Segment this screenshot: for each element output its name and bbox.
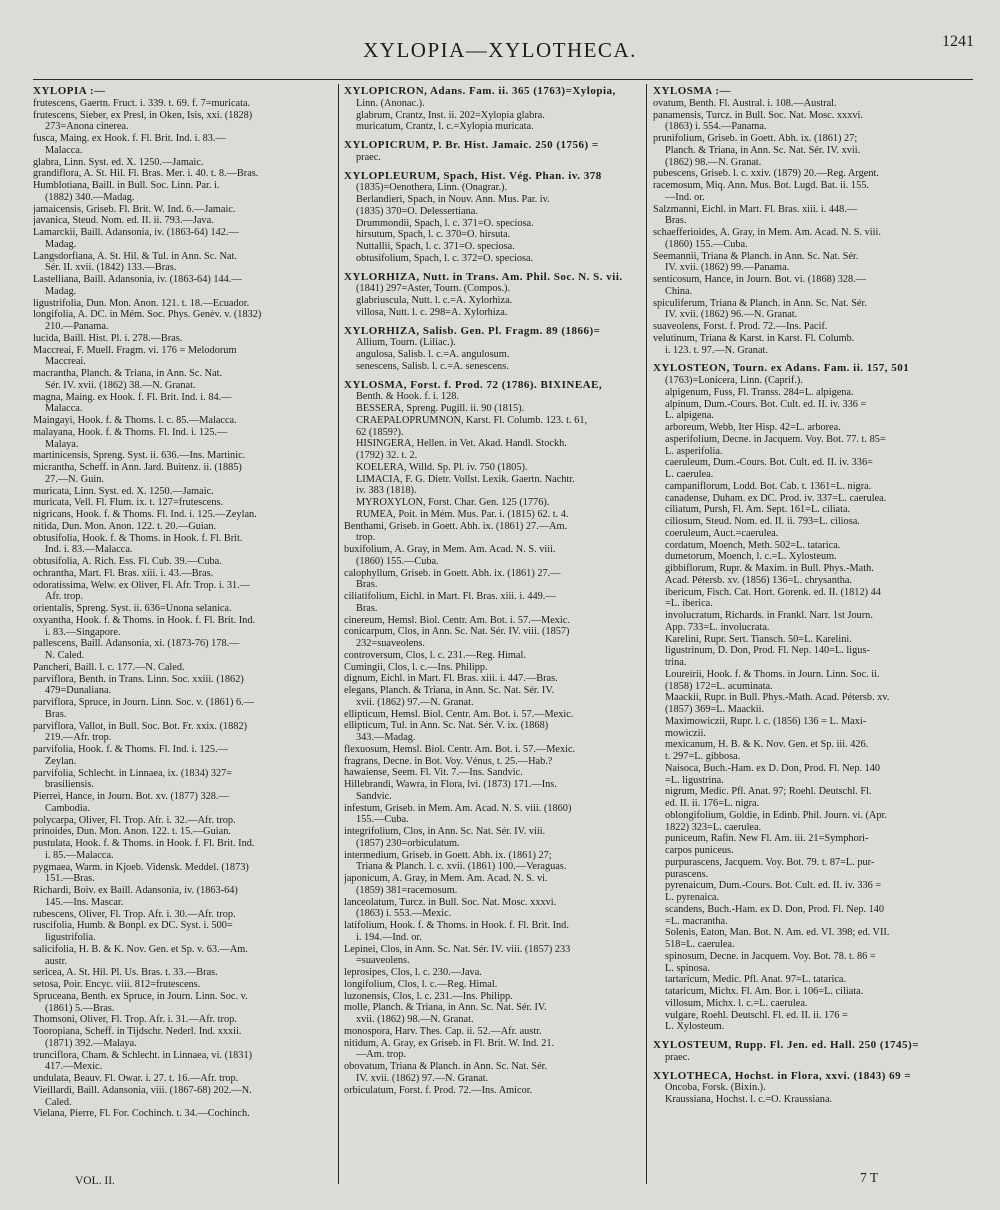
entry-line: flexuosum, Hemsl. Biol. Centr. Am. Bot. i. 57.—Mexic.: [344, 743, 576, 755]
entry-line: iv. 383 (1818).: [356, 485, 417, 497]
entry-line: intermedium, Griseb. in Goett. Abh. ix. (1861) 27;: [344, 849, 552, 861]
entry-line: sericea, A. St. Hil. Pl. Us. Bras. t. 33.—Bras.: [33, 967, 218, 979]
entry-line: micrantha, Scheff. in Ann. Jard. Buitenz. ii. (1885): [33, 462, 242, 473]
entry-line: (1863) i. 554.—Panama.: [665, 121, 767, 133]
entry-line: Drummondii, Spach, l. c. 371=O. speciosa.: [356, 217, 534, 229]
entry-line: Bras.: [356, 602, 378, 614]
entry-line: ed. II. ii. 176=L. nigra.: [665, 798, 760, 809]
entry-line: dumetorum, Moench, l. c.=L. Xylosteum.: [665, 551, 837, 563]
entry-line: Afr. trop.: [45, 591, 84, 603]
entry-line: xvii. (1862) 98.—N. Granat.: [356, 1014, 474, 1025]
entry-line: nitidum, A. Gray, ex Griseb. in Fl. Brit. W. Ind. 21.: [344, 1037, 555, 1049]
entry-line: Maingayi, Hook. f. & Thoms. l. c. 85.—Malacca.: [33, 415, 237, 426]
entry-line: =L. iberica.: [665, 598, 713, 610]
entry-line: gibbiflorum, Rupr. & Maxim. in Bull. Phys.-Math.: [665, 563, 874, 574]
entry-line: L. caerulea.: [665, 469, 714, 480]
entry-line: ellipticum, Tul. in Ann. Sc. Nat. Sér. V. ix. (1868): [344, 720, 549, 732]
header-rule: [33, 79, 973, 80]
entry-line: IV. xvii. (1862) 97.—N. Granat.: [356, 1072, 489, 1084]
entry-line: Madag.: [45, 238, 77, 250]
entry-line: suaveolens, Forst. f. Prod. 72.—Ins. Pacif.: [653, 321, 828, 332]
entry-line: MYROXYLON, Forst. Char. Gen. 125 (1776).: [356, 497, 550, 508]
entry-line: japonicum, A. Gray, in Mem. Am. Acad. N. S. vi.: [344, 873, 548, 884]
entry-line: =L. ligustrina.: [665, 774, 724, 786]
entry-line: senticosum, Hance, in Journ. Bot. vi. (1868) 328.—: [653, 274, 867, 285]
entry-line: (1792) 32. t. 2.: [356, 450, 418, 461]
entry-line: L. spinosa.: [665, 962, 710, 974]
entry-line: schaefferioides, A. Gray, in Mem. Am. Acad. N. S. viii.: [653, 227, 881, 238]
entry-line: (1835)=Oenothera, Linn. (Onagrar.).: [356, 182, 508, 194]
entry-line: China.: [665, 285, 693, 297]
entry-line: pallescens, Baill. Adansonia, xi. (1873-76) 178.—: [33, 638, 240, 650]
entry-line: alpinum, Dum.-Cours. Bot. Cult. ed. II. iv. 336 =: [665, 398, 867, 410]
entry-line: XYLOSMA :—: [653, 86, 732, 97]
entry-line: cordatum, Moench, Meth. 502=L. tatarica.: [665, 539, 841, 551]
entry-line: Nuttallii, Spach, l. c. 371=O. speciosa.: [356, 241, 515, 252]
entry-line: fusca, Maing. ex Hook. f. Fl. Brit. Ind. i. 83.—: [33, 133, 226, 144]
entry-line: (1871) 392.—Malaya.: [45, 1037, 137, 1049]
entry-line: puniceum, Rafin. New Fl. Am. iii. 21=Symphori-: [665, 833, 869, 845]
entry-line: longifolia, A. DC. in Mém. Soc. Phys. Genèv. v. (1832): [33, 309, 262, 321]
entry-line: infestum, Griseb. in Mem. Am. Acad. N. S. viii. (1860): [344, 802, 572, 814]
entry-line: i. 83.—Singapore.: [45, 626, 121, 638]
entry-line: obovatum, Triana & Planch. in Ann. Sc. Nat. Sér.: [344, 1061, 548, 1072]
entry-line: Linn. (Anonac.).: [356, 97, 425, 109]
entry-line: macrantha, Planch. & Triana, in Ann. Sc. Nat.: [33, 368, 223, 379]
entry-line: javanica, Steud. Nom. ed. II. ii. 793.—Java.: [33, 215, 214, 227]
entry-line: arboreum, Webb, Iter Hisp. 42=L. arborea.: [665, 422, 841, 433]
entry-line: parvifolia, Schlecht. in Linnaea, ix. (1834) 327=: [33, 767, 233, 779]
entry-line: 210.—Panama.: [45, 321, 109, 332]
entry-line: 62 (1859?).: [356, 426, 404, 438]
entry-line: XYLORHIZA, Nutt. in Trans. Am. Phil. Soc. N. S. vii.: [344, 270, 623, 283]
entry-line: integrifolium, Clos, in Ann. Sc. Nat. Sér. IV. viii.: [344, 826, 546, 837]
entry-line: App. 733=L. involucrata.: [665, 621, 770, 633]
entry-line: campaniflorum, Lodd. Bot. Cab. t. 1361=L. nigra.: [665, 480, 872, 492]
entry-line: jamaicensis, Griseb. Fl. Brit. W. Ind. 6.—Jamaic.: [33, 203, 236, 215]
entry-line: Humblotiana, Baill. in Bull. Soc. Linn. Par. i.: [33, 180, 220, 191]
entry-line: IV. xvii. (1862) 99.—Panama.: [665, 262, 790, 274]
entry-line: praec.: [356, 151, 381, 163]
entry-line: L. asperifolia.: [665, 445, 723, 457]
entry-line: Malacca.: [45, 403, 83, 415]
entry-line: dignum, Eichl. in Mart. Fl. Bras. xiii. i. 447.—Bras.: [344, 673, 558, 685]
entry-line: rubescens, Oliver, Fl. Trop. Afr. i. 30.—Afr. trop.: [33, 908, 236, 920]
entry-line: Madag.: [45, 285, 77, 297]
page-number: 1241: [942, 33, 974, 50]
entry-line: XYLOPLEURUM, Spach, Hist. Vég. Phan. iv. 378: [344, 169, 602, 182]
entry-line: HISINGERA, Hellen. in Vet. Akad. Handl. Stockh.: [356, 438, 567, 450]
entry-line: Vieillardi, Baill. Adansonia, viii. (1867-68) 202.—N.: [33, 1084, 252, 1096]
entry-line: polycarpa, Oliver, Fl. Trop. Afr. i. 32.—Afr. trop.: [33, 814, 236, 826]
entry-line: L. pyrenaica.: [665, 892, 720, 903]
entry-line: magna, Maing. ex Hook. f. Fl. Brit. Ind. i. 84.—: [33, 391, 232, 403]
entry-line: IV. xvii. (1862) 96.—N. Granat.: [665, 309, 798, 321]
entry-line: (1861) 5.—Bras.: [45, 1002, 115, 1014]
entry-line: XYLOSTEUM, Rupp. Fl. Jen. ed. Hall. 250 (1745)=: [653, 1039, 919, 1051]
entry-line: LIMACIA, F. G. Dietr. Vollst. Lexik. Gaertn. Nachtr.: [356, 473, 575, 485]
entry-line: 273=Anona cinerea.: [45, 121, 129, 133]
entry-line: (1835) 370=O. Delessertiana.: [356, 205, 478, 217]
entry-line: parviflora, Benth. in Trans. Linn. Soc. xxiii. (1862): [33, 673, 244, 685]
entry-line: coeruleum, Auct.=caerulea.: [665, 527, 779, 539]
column-divider: [646, 84, 647, 1184]
entry-line: trunciflora, Cham. & Schlecht. in Linnaea, vi. (1831): [33, 1049, 253, 1061]
entry-line: 343.—Madag.: [356, 732, 416, 743]
entry-line: Karelini, Rupr. Sert. Tiansch. 50=L. Karelini.: [665, 633, 852, 645]
entry-line: XYLOTHECA, Hochst. in Flora, xxvi. (1843) 69 =: [653, 1069, 912, 1082]
entry-line: purpurascens, Jacquem. Voy. Bot. 79. t. 87=L. pur-: [665, 856, 875, 868]
entry-line: salicifolia, H. B. & K. Nov. Gen. et Sp. v. 63.—Am.: [33, 943, 248, 955]
entry-line: trina.: [665, 657, 687, 668]
entry-line: Ind. i. 83.—Malacca.: [45, 544, 133, 556]
entry-line: ciliatifolium, Eichl. in Mart. Fl. Bras. xiii. i. 449.—: [344, 591, 556, 602]
entry-line: (1863) i. 553.—Mexic.: [356, 908, 452, 920]
entry-line: ellipticum, Hemsl. Biol. Centr. Am. Bot. i. 57.—Mexic.: [344, 708, 574, 720]
entry-line: latifolium, Hook. f. & Thoms. in Hook. f. Fl. Brit. Ind.: [344, 920, 569, 931]
entry-line: angulosa, Salisb. l. c.=A. angulosum.: [356, 349, 510, 360]
entry-line: Tooropiana, Scheff. in Tijdschr. Nederl. Ind. xxxii.: [33, 1026, 242, 1037]
entry-line: hawaiense, Seem. Fl. Vit. 7.—Ins. Sandvic.: [344, 767, 523, 779]
entry-line: XYLOSTEON, Tourn. ex Adans. Fam. ii. 157, 501: [653, 362, 910, 375]
entry-line: molle, Planch. & Triana, in Ann. Sc. Nat. Sér. IV.: [344, 1002, 547, 1014]
entry-line: parvifolia, Hook. f. & Thoms. Fl. Ind. i. 125.—: [33, 744, 228, 755]
entry-line: i. 123. t. 97.—N. Granat.: [665, 344, 768, 356]
entry-line: XYLOPICRUM, P. Br. Hist. Jamaic. 250 (1756) =: [344, 139, 599, 151]
entry-line: N. Caled.: [45, 650, 85, 661]
entry-line: Loureirii, Hook. f. & Thoms. in Journ. Linn. Soc. ii.: [665, 668, 880, 680]
entry-line: i. 85.—Malacca.: [45, 849, 114, 861]
entry-line: muricata, Linn. Syst. ed. X. 1250.—Jamaic.: [33, 485, 214, 497]
entry-line: (1862) 98.—N. Granat.: [665, 156, 762, 168]
entry-line: frutescens, Sieber, ex Presl, in Oken, Isis, xxi. (1828): [33, 109, 253, 121]
entry-line: orientalis, Spreng. Syst. ii. 636=Unona selanica.: [33, 603, 232, 614]
entry-line: (1841) 297=Aster, Tourn. (Compos.).: [356, 283, 511, 295]
entry-line: 417.—Mexic.: [45, 1061, 103, 1073]
entry-line: undulata, Beauv. Fl. Owar. i. 27. t. 16.—Afr. trop.: [33, 1073, 239, 1084]
column-middle: [344, 86, 640, 1186]
entry-line: (1860) 155.—Cuba.: [665, 238, 748, 250]
column-left: [33, 86, 333, 1186]
entry-line: (1860) 155.—Cuba.: [356, 555, 439, 567]
entry-line: velutinum, Triana & Karst. in Karst. Fl. Columb.: [653, 332, 855, 344]
entry-line: Spruceana, Benth. ex Spruce, in Journ. Linn. Soc. v.: [33, 990, 248, 1002]
entry-line: ligustrinum, D. Don, Prod. Fl. Nep. 140=L. ligus-: [665, 645, 870, 657]
entry-line: prunifolium, Griseb. in Goett. Abh. ix. (1861) 27;: [653, 133, 858, 144]
entry-line: praec.: [665, 1051, 690, 1063]
entry-line: —Ind. or.: [665, 191, 705, 203]
entry-line: tataricum, Michx. Fl. Am. Bor. i. 106=L. ciliata.: [665, 986, 864, 997]
entry-line: odoratissima, Welw. ex Oliver, Fl. Afr. Trop. i. 31.—: [33, 579, 250, 591]
entry-line: Hillebrandi, Wawra, in Flora, lvi. (1873) 171.—Ins.: [344, 779, 557, 790]
entry-line: Bras.: [356, 579, 378, 591]
entry-line: Bras.: [45, 708, 67, 720]
entry-line: Maccreai.: [45, 356, 86, 368]
entry-line: ovatum, Benth. Fl. Austral. i. 108.—Austral.: [653, 97, 837, 109]
entry-line: obtusifolia, Hook. f. & Thoms. in Hook. f. Fl. Brit.: [33, 532, 243, 544]
entry-line: prinoides, Dun. Mon. Anon. 122. t. 15.—Guian.: [33, 826, 231, 838]
entry-line: Vielana, Pierre, Fl. For. Cochinch. t. 34.—Cochinch.: [33, 1108, 250, 1120]
entry-line: racemosum, Miq. Ann. Mus. Bot. Lugd. Bat. ii. 155.: [653, 180, 869, 191]
column-divider: [338, 84, 339, 1184]
entry-line: pustulata, Hook. f. & Thoms. in Hook. f. Fl. Brit. Ind.: [33, 838, 255, 849]
entry-line: hirsutum, Spach, l. c. 370=O. hirsuta.: [356, 229, 511, 241]
entry-line: (1859) 381=racemosum.: [356, 884, 458, 896]
entry-line: Maccreai, F. Muell. Fragm. vi. 176 = Melodorum: [33, 344, 237, 356]
entry-line: glabriuscula, Nutt. l. c.=A. Xylorhiza.: [356, 295, 513, 306]
entry-line: Cambodia.: [45, 802, 90, 814]
entry-line: lucida, Baill. Hist. Pl. i. 278.—Bras.: [33, 332, 183, 344]
entry-line: 232=suaveolens.: [356, 638, 426, 649]
entry-line: panamensis, Turcz. in Bull. Soc. Nat. Mosc. xxxvi.: [653, 109, 863, 121]
entry-line: (1857) 369=L. Maackii.: [665, 704, 765, 715]
entry-line: KOELERA, Willd. Sp. Pl. iv. 750 (1805).: [356, 461, 528, 473]
entry-line: villosa, Nutt. l. c. 298=A. Xylorhiza.: [356, 306, 508, 318]
entry-line: Malaya.: [45, 438, 79, 450]
entry-line: parviflora, Vallot, in Bull. Soc. Bot. Fr. xxix. (1882): [33, 720, 248, 732]
entry-line: leprosipes, Clos, l. c. 230.—Java.: [344, 967, 482, 978]
entry-line: xvii. (1862) 97.—N. Granat.: [356, 696, 474, 708]
entry-line: Naisoca, Buch.-Ham. ex D. Don, Prod. Fl. Nep. 140: [665, 762, 881, 774]
entry-line: 1822) 323=L. caerulea.: [665, 821, 762, 833]
entry-line: glabrum, Crantz, Inst. ii. 202=Xylopia glabra.: [356, 109, 545, 121]
entry-line: austr.: [45, 955, 68, 967]
entry-line: 151.—Bras.: [45, 873, 95, 885]
entry-line: Benth. & Hook. f. i. 128.: [356, 391, 459, 403]
entry-line: i. 194.—Ind. or.: [356, 931, 422, 943]
entry-line: alpigenum, Fuss, Fl. Transs. 284=L. alpigena.: [665, 386, 854, 398]
entry-line: XYLOSMA, Forst. f. Prod. 72 (1786). BIXINEAE,: [344, 378, 603, 391]
entry-line: parviflora, Spruce, in Journ. Linn. Soc. v. (1861) 6.—: [33, 697, 254, 708]
entry-line: XYLORHIZA, Salisb. Gen. Pl. Fragm. 89 (1866)=: [344, 324, 601, 337]
entry-line: obtusifolia, A. Rich. Ess. Fl. Cub. 39.—Cuba.: [33, 556, 222, 567]
entry-line: (1882) 340.—Madag.: [45, 191, 135, 203]
entry-line: Lastelliana, Baill. Adansonia, iv. (1863-64) 144.—: [33, 274, 242, 285]
entry-line: Pancheri, Baill. l. c. 177.—N. Caled.: [33, 661, 185, 673]
entry-line: nigricans, Hook. f. & Thoms. Fl. Ind. i. 125.—Zeylan.: [33, 509, 257, 520]
entry-line: obtusifolium, Spach, l. c. 372=O. speciosa.: [356, 252, 534, 264]
entry-line: conicarpum, Clos, in Ann. Sc. Nat. Sér. IV. viii. (1857): [344, 626, 570, 638]
entry-line: brasiliensis.: [45, 779, 94, 791]
entry-line: vulgare, Roehl. Deutschl. Fl. ed. II. ii. 176 =: [665, 1009, 848, 1021]
entry-line: Lepinei, Clos, in Ann. Sc. Nat. Sér. IV. viii. (1857) 233: [344, 943, 571, 955]
entry-line: villosum, Michx. l. c.=L. caerulea.: [665, 997, 808, 1009]
entry-line: orbiculatum, Forst. f. Prod. 72.—Ins. Amicor.: [344, 1084, 533, 1096]
entry-line: asperifolium, Decne. in Jacquem. Voy. Bot. 77. t. 85=: [665, 433, 886, 445]
entry-line: =suaveolens.: [356, 955, 410, 967]
entry-line: t. 297=L. gibbosa.: [665, 751, 741, 762]
entry-line: carpos puniceus.: [665, 845, 734, 856]
entry-line: ciliosum, Steud. Nom. ed. II. ii. 793=L. ciliosa.: [665, 516, 860, 527]
entry-line: 145.—Ins. Mascar.: [45, 896, 124, 908]
entry-line: Richardi, Boiv. ex Baill. Adansonia, iv. (1863-64): [33, 885, 238, 896]
entry-line: nigrum, Medic. Pfl. Anat. 97; Roehl. Deutschl. Fl.: [665, 786, 872, 798]
entry-line: Malacca.: [45, 144, 83, 156]
entry-line: —Am. trop.: [356, 1049, 407, 1061]
entry-line: Oncoba, Forsk. (Bixin.).: [665, 1082, 766, 1094]
entry-line: Triana & Planch. l. c. xvii. (1861) 100.—Veraguas.: [356, 861, 567, 873]
entry-line: XYLOPIA :—: [33, 86, 106, 97]
entry-line: (1763)=Lonicera, Linn. (Caprif.).: [665, 375, 803, 386]
entry-line: malayana, Hook. f. & Thoms. Fl. Ind. i. 125.—: [33, 426, 228, 438]
entry-line: cinereum, Hemsl. Biol. Centr. Am. Bot. i. 57.—Mexic.: [344, 614, 570, 626]
entry-line: Sér. II. xvii. (1842) 133.—Bras.: [45, 262, 177, 274]
entry-line: 479=Dunaliana.: [45, 685, 112, 697]
entry-line: caeruleum, Dum.-Cours. Bot. Cult. ed. II. iv. 336=: [665, 457, 873, 469]
entry-line: 219.—Afr. trop.: [45, 732, 112, 744]
entry-line: glabra, Linn. Syst. ed. X. 1250.—Jamaic.: [33, 156, 204, 168]
entry-line: frutescens, Gaertn. Fruct. i. 339. t. 69. f. 7=muricata.: [33, 97, 251, 109]
entry-line: Caled.: [45, 1096, 72, 1108]
entry-line: trop.: [356, 532, 376, 544]
entry-line: BESSERA, Spreng. Pugill. ii. 90 (1815).: [356, 403, 525, 414]
entry-line: muricata, Vell. Fl. Flum. ix. t. 127=frutescens.: [33, 497, 224, 509]
entry-line: controversum, Clos, l. c. 231.—Reg. Himal.: [344, 649, 526, 661]
entry-line: ibericum, Fisch. Cat. Hort. Gorenk. ed. II. (1812) 44: [665, 586, 881, 598]
entry-line: pubescens, Griseb. l. c. xxiv. (1879) 20.—Reg. Argent.: [653, 168, 879, 180]
entry-line: Thomsoni, Oliver, Fl. Trop. Afr. i. 31.—Afr. trop.: [33, 1014, 237, 1026]
entry-line: Benthami, Griseb. in Goett. Abh. ix. (1861) 27.—Am.: [344, 520, 568, 532]
entry-line: involucratum, Richards. in Frankl. Narr. 1st Journ.: [665, 610, 873, 621]
entry-line: senescens, Salisb. l. c.=A. senescens.: [356, 360, 509, 372]
entry-line: Bras.: [665, 215, 687, 227]
entry-line: oblongifolium, Goldie, in Edinb. Phil. Journ. vi. (Apr.: [665, 809, 887, 821]
entry-line: pygmaea, Warm. in Kjoeb. Vidensk. Meddel. (1873): [33, 861, 249, 873]
signature-mark: 7 T: [860, 1170, 879, 1185]
entry-line: L. alpigena.: [665, 410, 714, 422]
entry-line: canadense, Duham. ex DC. Prod. iv. 337=L. caerulea.: [665, 492, 887, 504]
entry-line: Planch. & Triana, in Ann. Sc. Nat. Sér. IV. xvii.: [665, 144, 861, 156]
entry-line: Acad. Pétersb. xv. (1856) 136=L. chrysantha.: [665, 574, 853, 586]
entry-line: XYLOPICRON, Adans. Fam. ii. 365 (1763)=Xylopia,: [344, 86, 616, 97]
entry-line: ligustrifolia, Dun. Mon. Anon. 121. t. 18.—Ecuador.: [33, 297, 250, 309]
entry-line: mexicanum, H. B. & K. Nov. Gen. et Sp. iii. 426.: [665, 739, 869, 751]
entry-line: CRAEPALOPRUMNON, Karst. Fl. Columb. 123. t. 61,: [356, 414, 588, 426]
entry-line: ligustrifolia.: [45, 932, 96, 943]
entry-line: Kraussiana, Hochst. l. c.=O. Kraussiana.: [665, 1094, 833, 1105]
entry-line: Zeylan.: [45, 755, 77, 767]
running-title: XYLOPIA—XYLOTHECA.: [363, 38, 637, 62]
entry-line: 155.—Cuba.: [356, 814, 409, 826]
entry-line: calophyllum, Griseb. in Goett. Abh. ix. (1861) 27.—: [344, 567, 561, 579]
entry-line: luzonensis, Clos, l. c. 231.—Ins. Philipp.: [344, 990, 513, 1002]
entry-line: monospora, Harv. Thes. Cap. ii. 52.—Afr. austr.: [344, 1025, 542, 1037]
entry-line: Maackii, Rupr. in Bull. Phys.-Math. Acad. Pétersb. xv.: [665, 692, 890, 704]
entry-line: 518=L. caerulea.: [665, 939, 735, 950]
entry-line: ochrantha, Mart. Fl. Bras. xiii. i. 43.—Bras.: [33, 567, 214, 579]
entry-line: =L. macrantha.: [665, 915, 728, 927]
entry-line: Seemannii, Triana & Planch. in Ann. Sc. Nat. Sér.: [653, 250, 859, 262]
entry-line: grandiflora, A. St. Hil. Fl. Bras. Mer. i. 40. t. 8.—Bras.: [33, 168, 259, 180]
entry-line: spiculiferum, Triana & Planch. in Ann. Sc. Nat. Sér.: [653, 297, 867, 309]
entry-line: spinosum, Decne. in Jacquem. Voy. Bot. 78. t. 86 =: [665, 950, 876, 962]
entry-line: (1857) 230=orbiculatum.: [356, 837, 460, 849]
entry-line: muricatum, Crantz, l. c.=Xylopia muricata.: [356, 121, 534, 133]
entry-line: RUMEA, Poit. in Mém. Mus. Par. i. (1815) 62. t. 4.: [356, 508, 569, 520]
entry-line: Allium, Tourn. (Liliac.).: [356, 337, 456, 349]
entry-line: mowiczii.: [665, 727, 706, 739]
entry-line: Lamarckii, Baill. Adansonia, iv. (1863-64) 142.—: [33, 227, 239, 238]
entry-line: ciliatum, Pursh, Fl. Am. Sept. 161=L. ciliata.: [665, 504, 851, 516]
entry-line: Langsdorfiana, A. St. Hil. & Tul. in Ann. Sc. Nat.: [33, 250, 237, 262]
entry-line: Sér. IV. xvii. (1862) 38.—N. Granat.: [45, 379, 196, 391]
entry-line: lanceolatum, Turcz. in Bull. Soc. Nat. Mosc. xxxvi.: [344, 896, 557, 908]
volume-label: VOL. II.: [75, 1175, 115, 1187]
entry-line: pyrenaicum, Dum.-Cours. Bot. Cult. ed. II. iv. 336 =: [665, 880, 882, 892]
entry-line: Berlandieri, Spach, in Nouv. Ann. Mus. Par. iv.: [356, 194, 550, 205]
entry-line: ruscifolia, Humb. & Bonpl. ex DC. Syst. i. 500=: [33, 920, 233, 932]
entry-line: Pierrei, Hance, in Journ. Bot. xv. (1877) 328.—: [33, 791, 229, 802]
entry-line: Cumingii, Clos, l. c.—Ins. Philipp.: [344, 661, 488, 673]
entry-line: purascens.: [665, 868, 709, 880]
entry-line: martinicensis, Spreng. Syst. ii. 636.—Ins. Martinic.: [33, 450, 246, 462]
entry-line: (1858) 172=L. acuminata.: [665, 680, 773, 692]
entry-line: setosa, Poir. Encyc. viii. 812=frutescens.: [33, 979, 201, 990]
entry-line: scandens, Buch.-Ham. ex D. Don, Prod. Fl. Nep. 140: [665, 903, 885, 915]
entry-line: Solenis, Eaton, Man. Bot. N. Am. ed. VI. 398; ed. VII.: [665, 927, 890, 939]
entry-line: Salzmanni, Eichl. in Mart. Fl. Bras. xiii. i. 448.—: [653, 203, 858, 215]
entry-line: tartaricum, Medic. Pfl. Anat. 97=L. tatarica.: [665, 974, 847, 986]
column-right: [653, 86, 973, 1186]
entry-line: Maximowiczii, Rupr. l. c. (1856) 136 = L. Maxi-: [665, 715, 867, 727]
entry-line: fragrans, Decne. in Bot. Voy. Vénus, t. 25.—Hab.?: [344, 755, 553, 767]
entry-line: buxifolium, A. Gray, in Mem. Am. Acad. N. S. viii.: [344, 544, 556, 555]
entry-line: longifolium, Clos, l. c.—Reg. Himal.: [344, 978, 498, 990]
entry-line: Sandvic.: [356, 790, 392, 802]
entry-line: oxyantha, Hook. f. & Thoms. in Hook. f. Fl. Brit. Ind.: [33, 614, 256, 626]
entry-line: 27.—N. Guin.: [45, 473, 104, 485]
entry-line: nitida, Dun. Mon. Anon. 122. t. 20.—Guian.: [33, 520, 217, 532]
entry-line: L. Xylosteum.: [665, 1021, 725, 1033]
entry-line: elegans, Planch. & Triana, in Ann. Sc. Nat. Sér. IV.: [344, 685, 555, 696]
